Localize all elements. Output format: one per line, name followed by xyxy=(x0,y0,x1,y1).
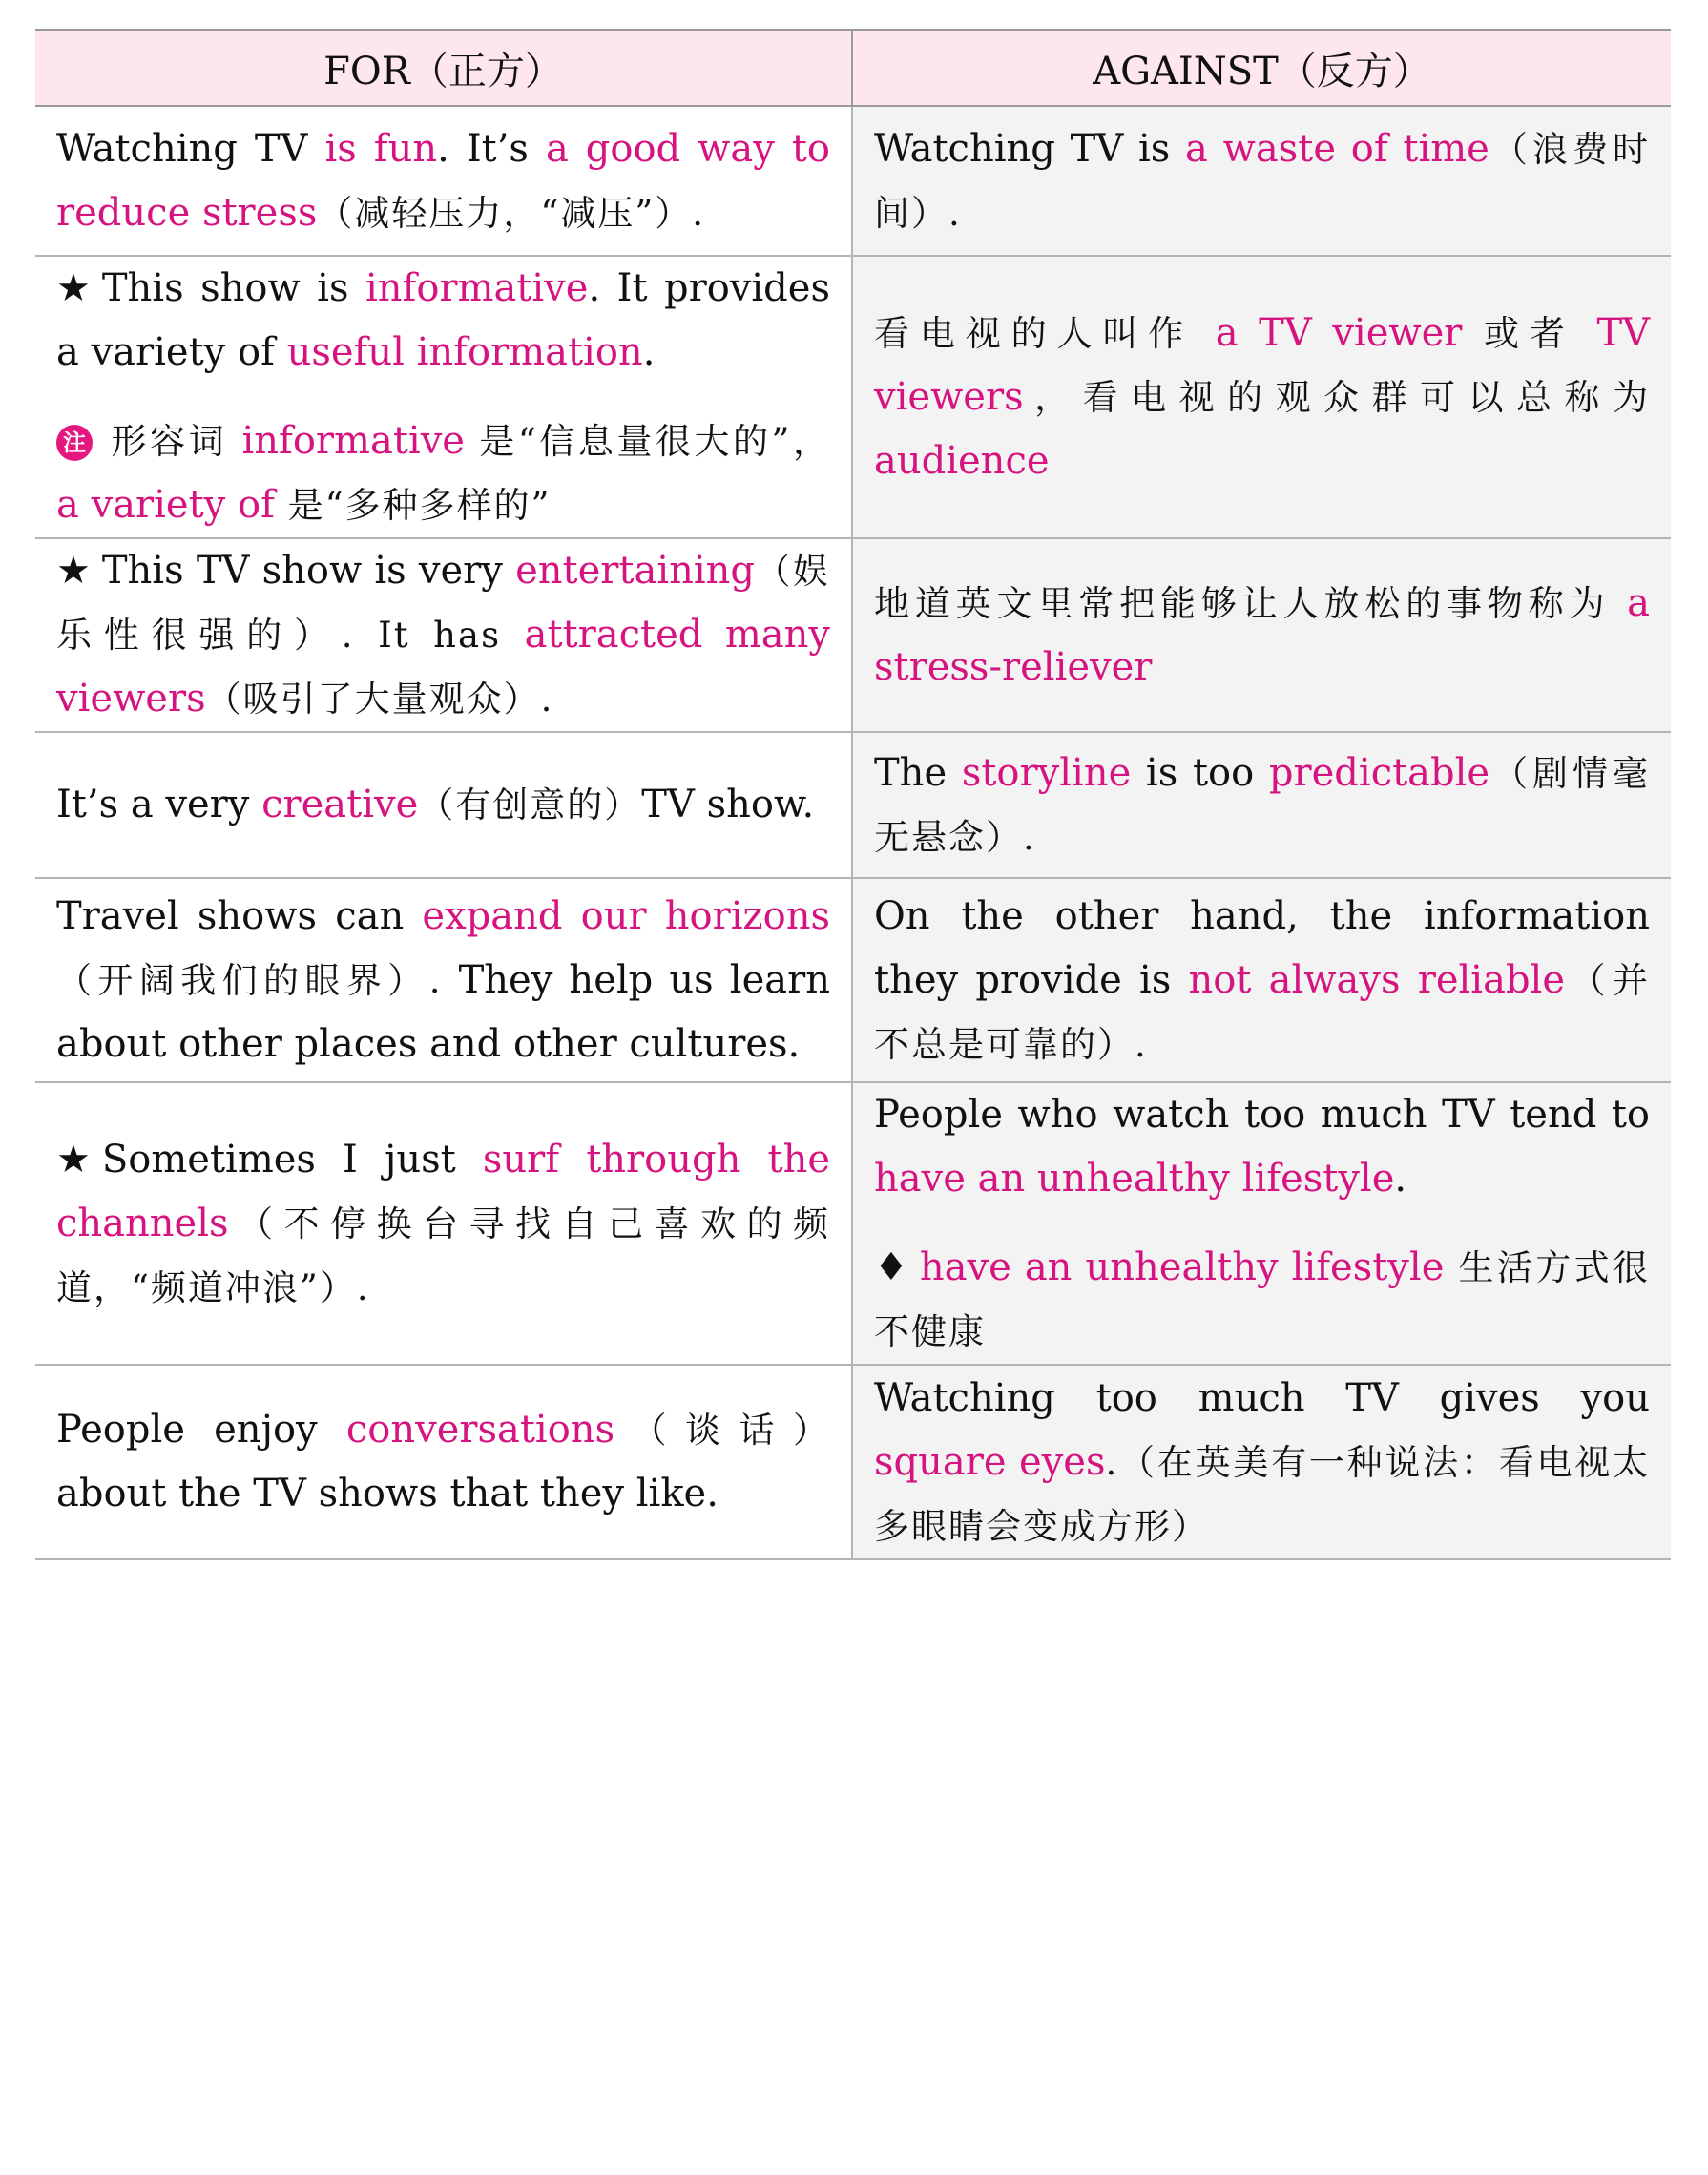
chinese-gloss: （浪费时间）. xyxy=(874,128,1651,234)
text-run: They help us learn about other places and other cultures. xyxy=(56,957,830,1066)
chinese-gloss: （有创意的） xyxy=(418,784,642,826)
against-header: AGAINST（反方） xyxy=(852,30,1671,106)
text-run: Sometimes I just xyxy=(101,1137,483,1182)
for-text xyxy=(56,773,830,837)
chinese-gloss: ，看电视的观众群可以总称为 xyxy=(1023,376,1650,418)
text-run: This TV show is very xyxy=(101,549,516,593)
against-text xyxy=(874,1367,1650,1558)
highlight-phrase: entertaining xyxy=(515,549,756,593)
for-cell xyxy=(35,106,852,256)
chinese-gloss: （吸引了大量观众）. xyxy=(205,679,554,720)
text-run: is too xyxy=(1131,750,1269,795)
against-cell xyxy=(852,1365,1671,1559)
text-run: . xyxy=(642,330,656,374)
highlight-phrase: creative xyxy=(261,783,419,826)
text-run: Watching too much TV gives you xyxy=(874,1375,1650,1420)
table-header-row xyxy=(35,30,1671,106)
chinese-gloss: （不停换台寻找自己喜欢的频道，“频道冲浪”）. xyxy=(56,1203,830,1308)
table-row xyxy=(35,1082,1671,1365)
highlight-phrase: informative xyxy=(365,266,589,310)
highlight-phrase: square eyes xyxy=(874,1439,1106,1484)
highlight-phrase: attracted many viewers xyxy=(56,613,830,721)
against-cell xyxy=(852,106,1671,256)
against-text xyxy=(874,302,1650,493)
chinese-gloss: （剧情毫无悬念）. xyxy=(874,752,1651,858)
chinese-gloss: （开阔我们的眼界）. xyxy=(56,959,443,1001)
for-text xyxy=(56,1398,830,1526)
chinese-gloss: 看电视的人叫作 xyxy=(874,312,1216,354)
against-text xyxy=(874,1083,1650,1211)
highlight-phrase: is fun xyxy=(324,126,438,171)
against-text xyxy=(874,572,1650,700)
highlight-phrase: surf through the channels xyxy=(56,1137,831,1245)
diamond-icon: ♦ xyxy=(874,1245,908,1289)
chinese-gloss: .（在英美有一种说法：看电视太多眼睛会变成方形） xyxy=(874,1441,1651,1547)
highlight-phrase: expand our horizons xyxy=(422,893,830,938)
chinese-gloss: 是“信息量很大的”， xyxy=(464,421,830,462)
highlight-phrase: informative xyxy=(241,419,465,463)
against-text xyxy=(874,742,1650,869)
for-text xyxy=(56,257,830,385)
table-body xyxy=(35,106,1671,1559)
text-run: Watching TV is xyxy=(874,126,1186,171)
chinese-gloss: 形容词 xyxy=(110,421,242,462)
highlight-phrase: useful information xyxy=(286,330,643,374)
against-cell xyxy=(852,1082,1671,1365)
vocab-comparison-page xyxy=(35,29,1671,1560)
text-run: . It’s xyxy=(437,126,546,171)
table-row xyxy=(35,256,1671,538)
text-run: People enjoy xyxy=(56,1408,346,1452)
text-run: The xyxy=(874,750,962,795)
highlight-phrase: predictable xyxy=(1268,750,1490,795)
highlight-phrase: not always reliable xyxy=(1188,957,1566,1002)
highlight-phrase: a variety of xyxy=(56,483,275,527)
chinese-gloss: （谈话） xyxy=(614,1410,830,1451)
against-cell xyxy=(852,732,1671,878)
text-run: People who watch too much TV tend to xyxy=(874,1093,1650,1137)
table-row xyxy=(35,538,1671,732)
for-against-table xyxy=(35,29,1671,1560)
highlight-phrase: storyline xyxy=(961,750,1132,795)
table-row xyxy=(35,878,1671,1082)
chinese-gloss: 是“多种多样的” xyxy=(274,485,552,526)
for-cell xyxy=(35,256,852,538)
text-run: . xyxy=(1394,1157,1407,1201)
for-text xyxy=(56,117,830,245)
against-cell xyxy=(852,256,1671,538)
for-text xyxy=(56,1128,830,1320)
text-run: Watching TV xyxy=(56,126,325,171)
for-cell xyxy=(35,1365,852,1559)
star-icon: ★ xyxy=(56,266,91,310)
text-run: On the other hand, the information they provide is xyxy=(874,893,1650,1002)
table-row xyxy=(35,732,1671,878)
note-icon: 注 xyxy=(56,425,93,461)
for-header: FOR（正方） xyxy=(35,30,852,106)
highlight-phrase: a stress-reliever xyxy=(874,580,1650,689)
for-cell xyxy=(35,878,852,1082)
against-text xyxy=(874,885,1650,1077)
table-row xyxy=(35,1365,1671,1559)
star-icon: ★ xyxy=(56,1137,91,1182)
text-run: about the TV shows that they like. xyxy=(56,1472,719,1516)
text-run: This show is xyxy=(101,266,365,310)
star-icon: ★ xyxy=(56,549,91,593)
for-cell xyxy=(35,732,852,878)
highlight-phrase: have an unhealthy lifestyle xyxy=(874,1157,1395,1201)
highlight-phrase: a TV viewer xyxy=(1215,310,1463,355)
highlight-phrase: a good way to reduce stress xyxy=(56,126,830,235)
for-text xyxy=(56,885,830,1077)
text-run: It’s a very xyxy=(56,783,262,826)
chinese-gloss: （并不总是可靠的）. xyxy=(874,959,1651,1065)
text-run: Travel shows can xyxy=(56,893,423,938)
table-row xyxy=(35,106,1671,256)
chinese-gloss: （减轻压力，“减压”）. xyxy=(317,192,705,234)
for-note xyxy=(56,409,830,537)
for-cell xyxy=(35,1082,852,1365)
text-run: . It provides a variety of xyxy=(56,266,830,374)
highlight-phrase: a waste of time xyxy=(1185,126,1489,171)
chinese-gloss: 地道英文里常把能够让人放松的事物称为 xyxy=(874,582,1628,624)
chinese-gloss: 生活方式很不健康 xyxy=(874,1247,1651,1352)
chinese-gloss: 或者 xyxy=(1462,312,1597,354)
against-cell xyxy=(852,538,1671,732)
against-text xyxy=(874,117,1650,245)
highlight-phrase: TV viewers xyxy=(874,310,1651,419)
against-cell xyxy=(852,878,1671,1082)
text-run: TV show. xyxy=(641,783,815,826)
chinese-gloss: （娱乐性很强的）. It has xyxy=(56,551,830,656)
highlight-phrase: audience xyxy=(874,438,1050,483)
for-cell xyxy=(35,538,852,732)
highlight-phrase: have an unhealthy lifestyle xyxy=(919,1245,1445,1289)
against-note xyxy=(874,1236,1650,1364)
highlight-phrase: conversations xyxy=(345,1408,615,1452)
for-text xyxy=(56,539,830,731)
